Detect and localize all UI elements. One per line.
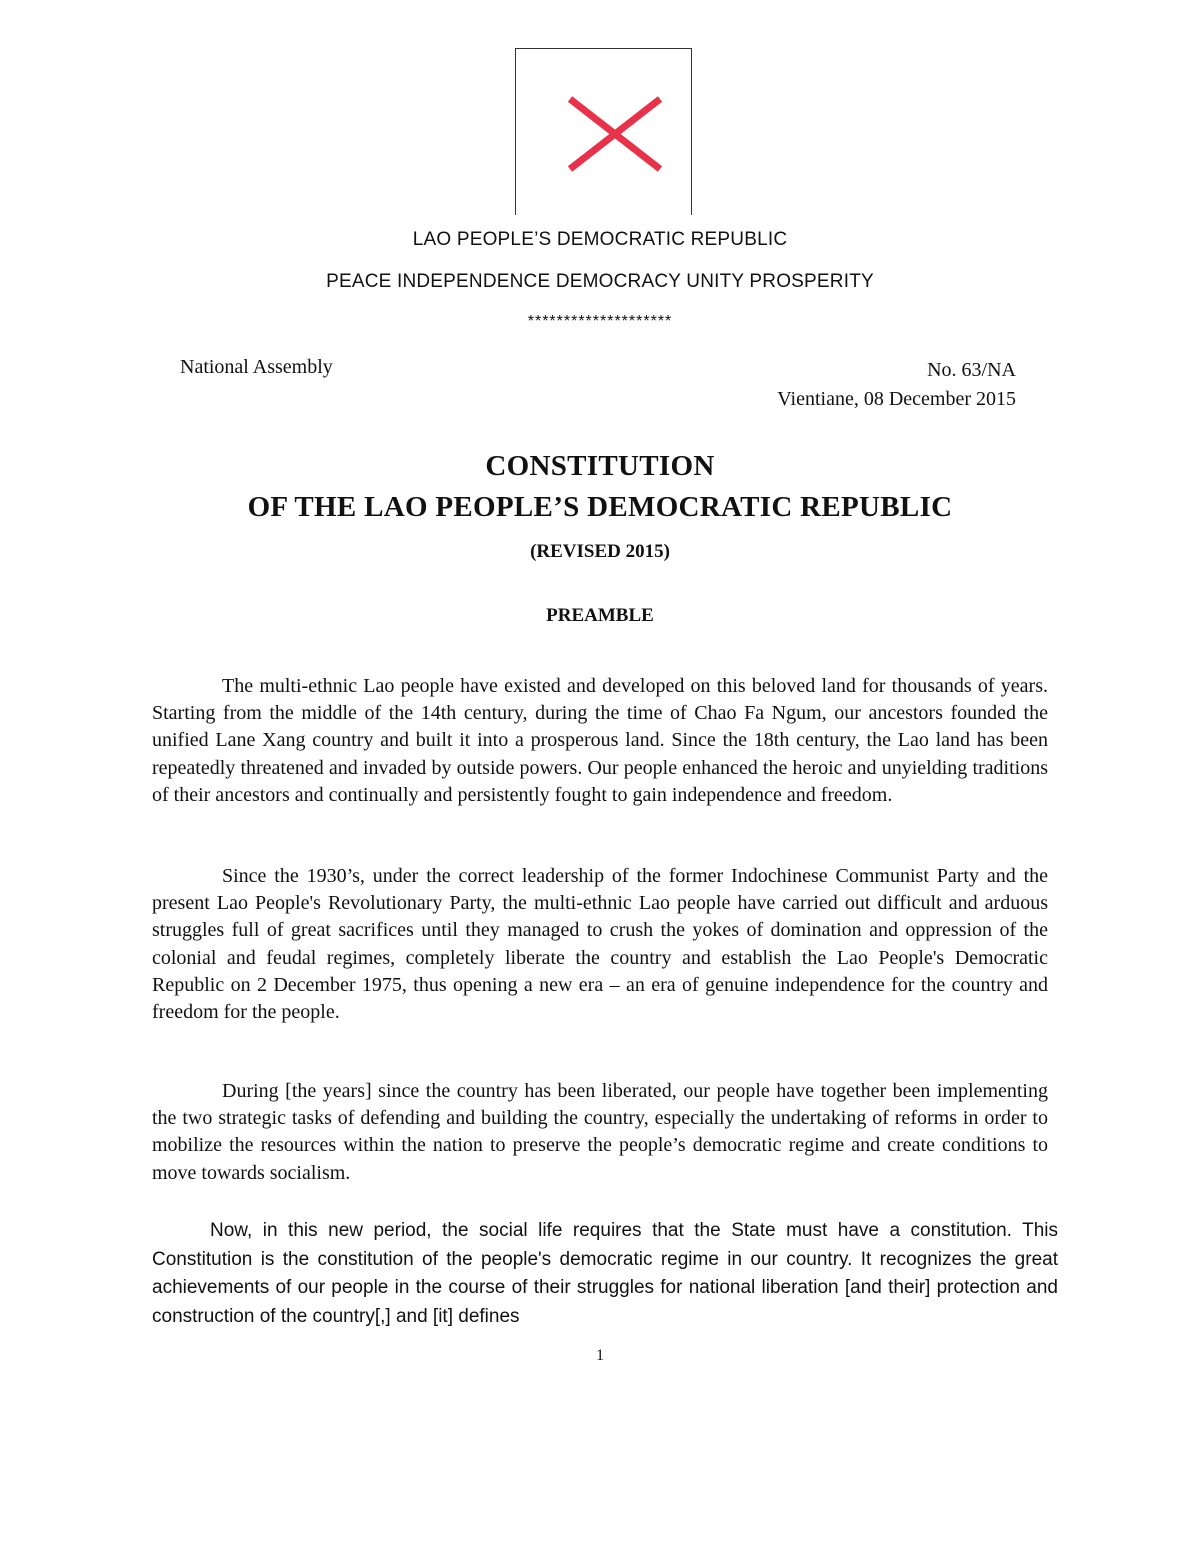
document-meta	[777, 356, 1016, 414]
preamble-paragraph-3: During [the years] since the country has been liberated, our people have together been implementing the two strategic tasks of defending and building the country, especially the undertaking of reforms in order to mobilize the resources within the nation to preserve the people’s democratic regime and create conditions to move towards socialism.	[152, 1080, 1048, 1184]
national-motto: PEACE INDEPENDENCE DEMOCRACY UNITY PROSPERITY	[326, 271, 874, 292]
page-number: 1	[596, 1347, 604, 1364]
issuer: National Assembly	[180, 356, 333, 378]
revision-note: (REVISED 2015)	[530, 541, 670, 562]
emblem-frame	[515, 48, 692, 215]
document-subtitle: OF THE LAO PEOPLE’S DEMOCRATIC REPUBLIC	[247, 491, 953, 523]
document-number: No. 63/NA	[927, 359, 1016, 381]
preamble-paragraph-2: Since the 1930’s, under the correct leadership of the former Indochinese Communist Party and the present Lao People's Revolutionary Party, the multi-ethnic Lao people have carried out difficult and arduous struggles full of great sacrifices until they managed to crush the yokes of domination and oppression of the colonial and feudal regimes, completely liberate the country and establish the Lao People's Democratic Republic on 2 December 1975, thus opening a new era – an era of genuine independence for the country and freedom for the people.	[152, 865, 1048, 1024]
red-x-placeholder-icon	[566, 95, 666, 173]
preamble-paragraph-4: Now, in this new period, the social life requires that the State must have a constitution. This Constitution is the constitution of the people's democratic regime in our country. It recognizes the great achievements of our people in the course of their struggles for national liberation [and their] protection and construction of the country[,] and [it] defines	[152, 1220, 1058, 1327]
divider-stars: ********************	[527, 313, 673, 330]
place-date: Vientiane, 08 December 2015	[777, 388, 1016, 410]
preamble-paragraph-1: The multi-ethnic Lao people have existed and developed on this beloved land for thousands of years. Starting from the middle of the 14th century, during the time of Chao Fa Ngum, our ancestors founded the unified Lane Xang country and built it into a prosperous land. Since the 18th century, the Lao land has been repeatedly threatened and invaded by outside powers. Our people enhanced the heroic and unyielding traditions of their ancestors and continually and persistently fought to gain independence and freedom.	[152, 675, 1048, 806]
preamble-heading: PREAMBLE	[546, 605, 654, 626]
country-name: LAO PEOPLE’S DEMOCRATIC REPUBLIC	[412, 229, 788, 250]
document-title: CONSTITUTION	[485, 450, 715, 482]
